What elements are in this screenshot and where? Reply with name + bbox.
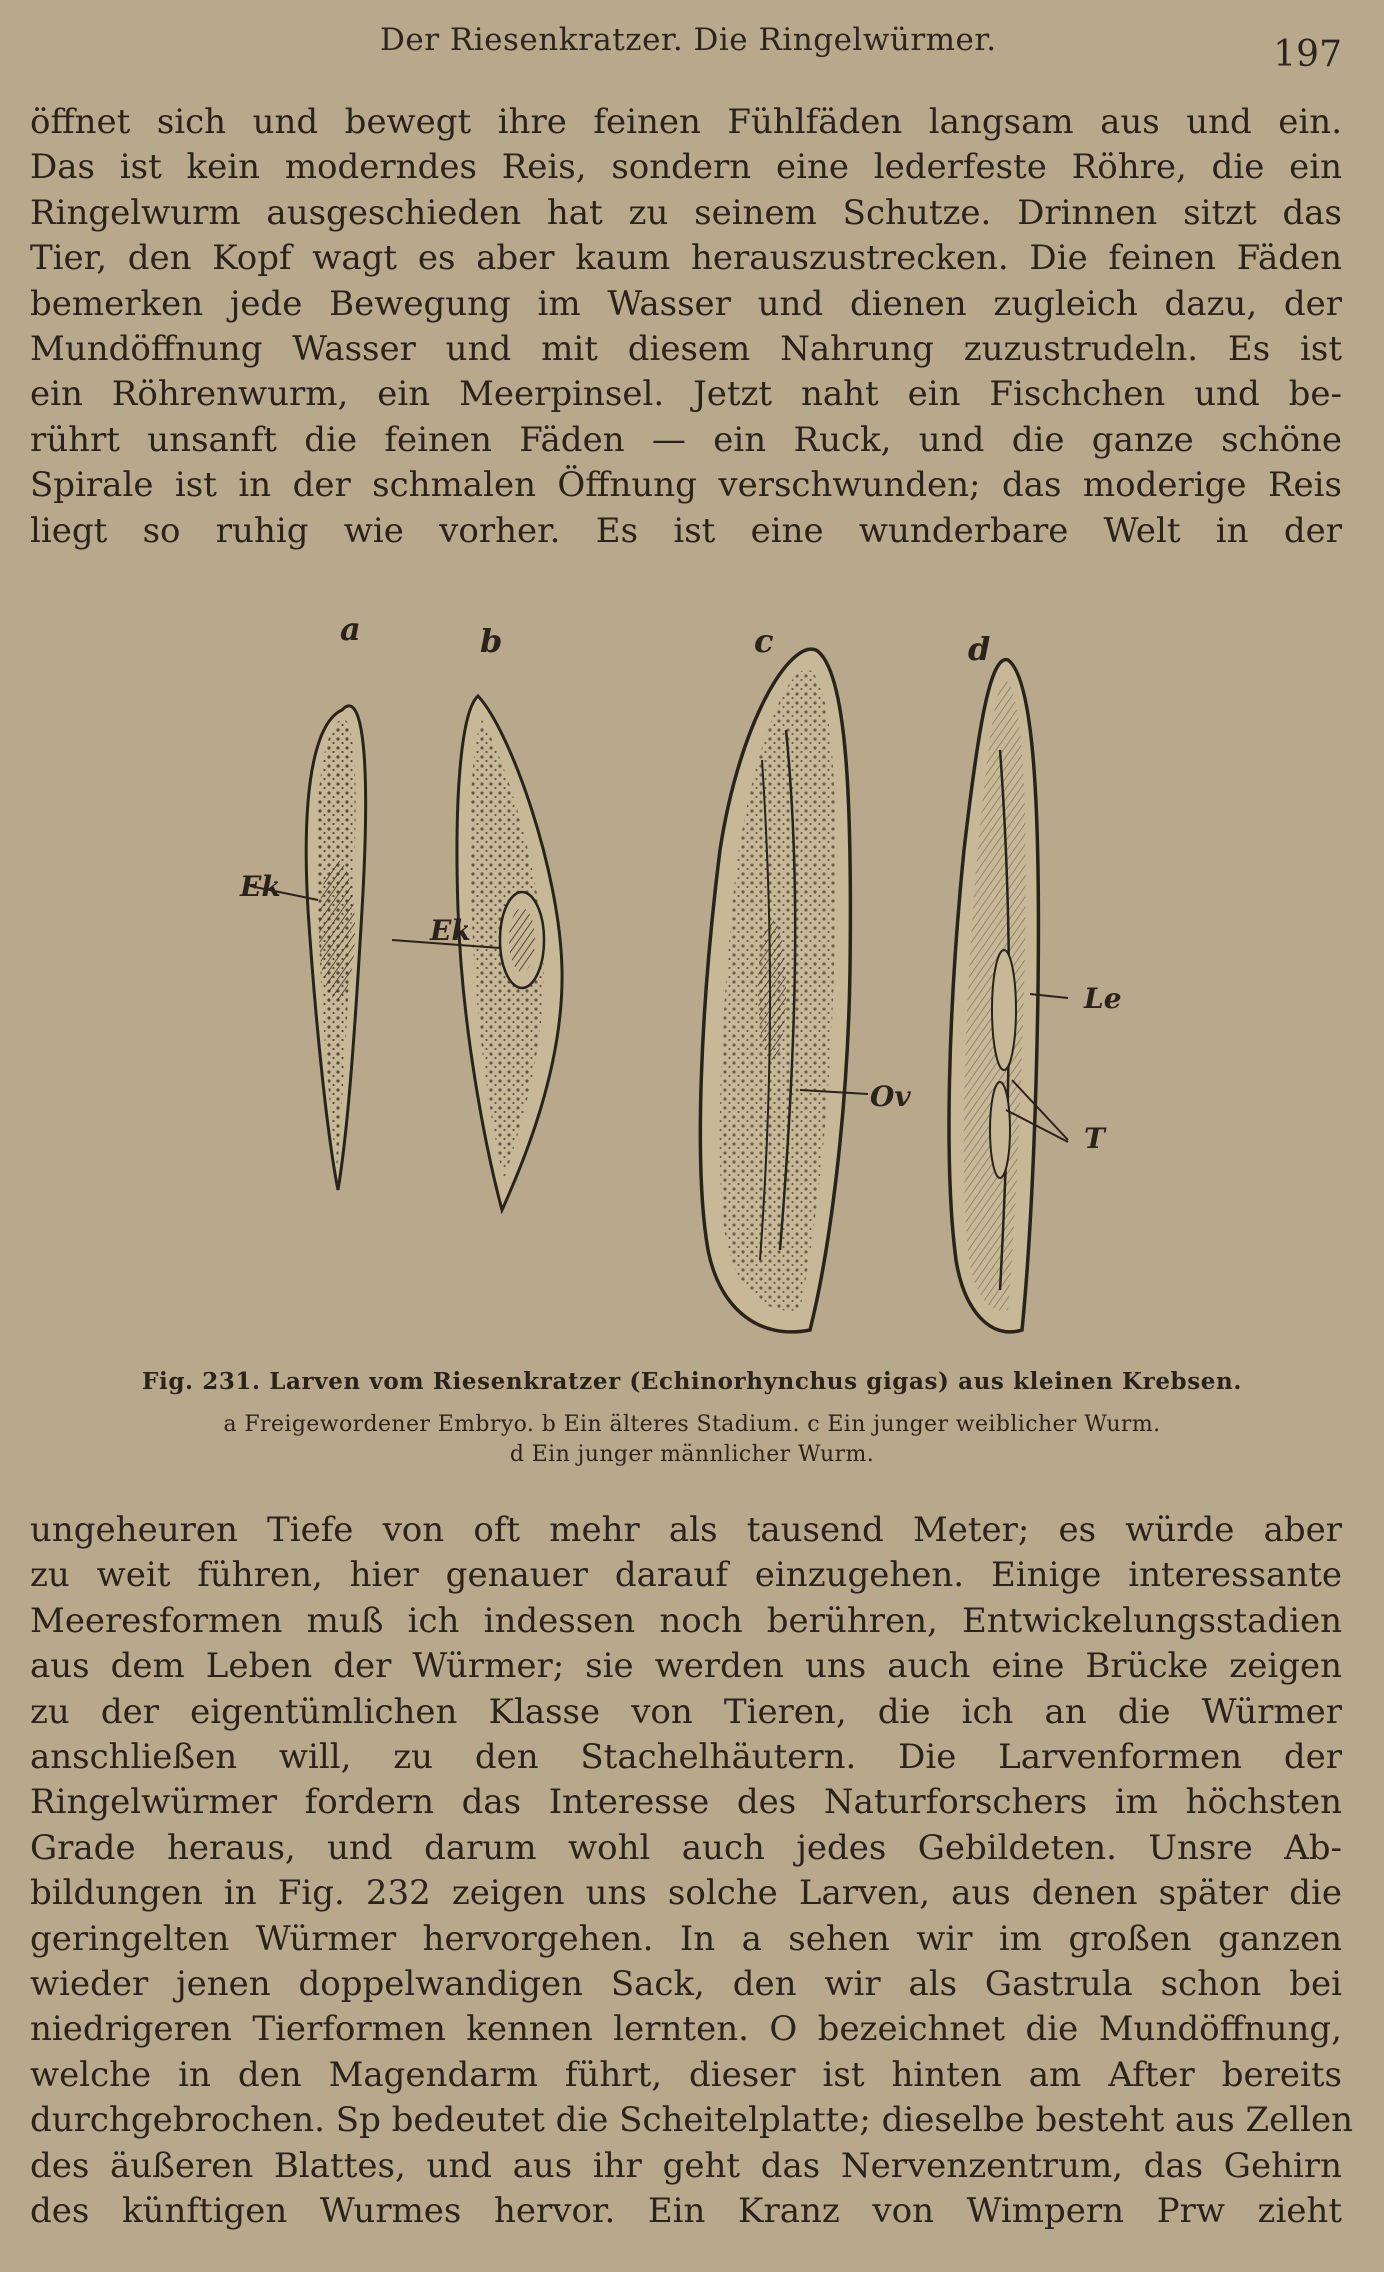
text-line: ein Röhrenwurm, ein Meerpinsel. Jetzt naht ein Fischchen und be- (30, 374, 1342, 415)
text-line: niedrigeren Tierformen kennen lernten. O bezeichnet die Mundöffnung, (30, 2009, 1342, 2050)
figure-caption-line: d Ein junger männlicher Wurm. (509, 1442, 875, 1467)
text-line: Mundöffnung Wasser und mit diesem Nahrung zuzustrudeln. Es ist (30, 329, 1342, 370)
page-number: 197 (1273, 34, 1342, 75)
label-b: b (480, 622, 503, 660)
text-line: anschließen will, zu den Stachelhäutern. Die Larvenformen der (30, 1737, 1342, 1778)
label-ov: Ov (870, 1080, 911, 1113)
text-line: welche in den Magendarm führt, dieser ist hinten am After bereits (30, 2054, 1342, 2095)
label-t: T (1084, 1122, 1105, 1155)
text-line: rührt unsanft die feinen Fäden — ein Ruck, und die ganze schöne (30, 419, 1342, 460)
bottom-paragraph (30, 1508, 1353, 2235)
text-line: Ringelwürmer fordern das Interesse des Naturforschers im höchsten (30, 1782, 1342, 1823)
text-line: öffnet sich und bewegt ihre feinen Fühlfäden langsam aus und ein. (30, 102, 1342, 142)
larva-d (949, 660, 1068, 1332)
label-c: c (754, 622, 774, 660)
text-line: Spirale ist in der schmalen Öffnung verschwunden; das moderige Reis (30, 465, 1342, 506)
text-line: bildungen in Fig. 232 zeigen uns solche Larven, aus denen später die (30, 1873, 1342, 1914)
label-a: a (340, 610, 361, 648)
larva-b (457, 696, 562, 1210)
text-line: bemerken jede Bewegung im Wasser und dienen zugleich dazu, der (30, 283, 1342, 324)
text-line: Ringelwurm ausgeschieden hat zu seinem Schutze. Drinnen sitzt das (30, 192, 1342, 233)
larvae-engraving (200, 610, 1150, 1340)
label-ek-b: Ek (430, 914, 471, 947)
label-ek-a: Ek (240, 870, 281, 903)
text-line: durchgebrochen. Sp bedeutet die Scheitelplatte; dieselbe besteht aus Zellen (30, 2100, 1353, 2141)
label-d: d (968, 630, 991, 668)
text-line: wieder jenen doppelwandigen Sack, den wir als Gastrula schon bei (30, 1964, 1342, 2005)
text-line: des äußeren Blattes, und aus ihr geht das Nervenzentrum, das Gehirn (30, 2145, 1342, 2186)
text-line: aus dem Leben der Würmer; sie werden uns auch eine Brücke zeigen (30, 1646, 1342, 1687)
label-le: Le (1084, 982, 1122, 1015)
text-line: geringelten Würmer hervorgehen. In a sehen wir im großen ganzen (30, 1918, 1342, 1959)
text-line: zu weit führen, hier genauer darauf einzugehen. Einige interessante (30, 1555, 1342, 1596)
text-line: zu der eigentümlichen Klasse von Tieren, die ich an die Würmer (30, 1691, 1342, 1732)
text-line: Tier, den Kopf wagt es aber kaum herauszustrecken. Die feinen Fäden (30, 238, 1342, 279)
text-line: des künftigen Wurmes hervor. Ein Kranz von Wimpern Prw zieht (30, 2191, 1342, 2232)
figure-caption-title: Fig. 231. Larven vom Riesenkratzer (Echinorhynchus gigas) aus kleinen Krebsen. (142, 1368, 1242, 1395)
text-line: Grade heraus, und darum wohl auch jedes Gebildeten. Unsre Ab- (30, 1827, 1342, 1868)
larva-a (306, 706, 365, 1190)
text-line: ungeheuren Tiefe von oft mehr als tausend Meter; es würde aber (30, 1510, 1342, 1550)
top-paragraph (30, 100, 1342, 554)
larva-c (700, 649, 868, 1332)
text-line: Meeresformen muß ich indessen noch berühren, Entwickelungsstadien (30, 1600, 1342, 1641)
running-head: Der Riesenkratzer. Die Ringelwürmer. (380, 22, 997, 58)
figure-caption-line: a Freigewordener Embryo. b Ein älteres Stadium. c Ein junger weiblicher Wurm. (223, 1412, 1161, 1437)
larvae-illustration (200, 610, 1150, 1340)
text-line: Das ist kein moderndes Reis, sondern eine lederfeste Röhre, die ein (30, 147, 1342, 188)
text-line: liegt so ruhig wie vorher. Es ist eine wunderbare Welt in der (30, 510, 1342, 551)
